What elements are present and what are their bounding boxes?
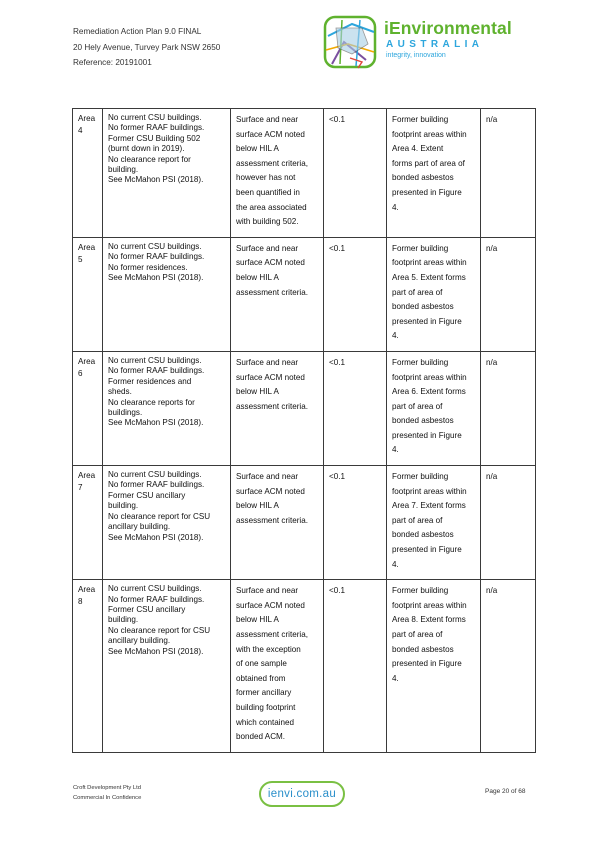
remarks-cell <box>387 580 481 753</box>
cell-line: bonded asbestos <box>392 302 454 312</box>
cell-line: part of area of <box>392 401 443 411</box>
cell-line: presented in Figure <box>392 659 462 669</box>
other-cell <box>481 466 536 580</box>
cell-line: former ancillary <box>236 688 292 698</box>
cell-line: surface ACM noted <box>236 372 305 382</box>
cell-line: n/a <box>486 586 498 596</box>
cell-line: below HIL A <box>236 272 279 282</box>
cell-line: (burnt down in 2019). <box>108 144 185 154</box>
cell-line: Area 8. Extent forms <box>392 615 466 625</box>
cell-line: 4 <box>78 126 83 135</box>
cell-line: below HIL A <box>236 387 279 397</box>
cell-line: part of area of <box>392 287 443 297</box>
map-logo-icon <box>322 14 378 70</box>
table-row <box>73 109 536 238</box>
cell-line: No clearance report for CSU <box>108 511 211 521</box>
cell-line: <0.1 <box>329 586 345 596</box>
cell-line: 4. <box>392 559 399 569</box>
cell-line: however has not <box>236 173 296 183</box>
cell-line: below HIL A <box>236 501 279 511</box>
cell-line: n/a <box>486 243 498 253</box>
cell-line: bonded asbestos <box>392 644 454 654</box>
cell-line: 7 <box>78 483 83 493</box>
value-cell <box>324 580 387 753</box>
cell-line: Surface and near <box>236 586 299 596</box>
cell-line: assessment criteria, <box>236 630 308 639</box>
cell-line: surface ACM noted <box>236 486 305 496</box>
area-cell <box>73 237 103 351</box>
cell-line: presented in Figure <box>392 545 462 555</box>
footer-company: Croft Development Pty Ltd <box>73 785 141 791</box>
value-cell <box>324 109 387 238</box>
cell-line: No former RAAF buildings. <box>108 123 205 133</box>
cell-line: No former RAAF buildings. <box>108 594 205 604</box>
cell-line: <0.1 <box>329 115 345 124</box>
cell-line: See McMahon PSI (2018). <box>108 532 204 542</box>
findings-cell <box>231 109 324 238</box>
cell-line: footprint areas within <box>392 258 467 268</box>
cell-line: footprint areas within <box>392 600 467 610</box>
findings-cell <box>231 466 324 580</box>
cell-line: No former residences. <box>108 262 188 272</box>
findings-cell <box>231 580 324 753</box>
cell-line: below HIL A <box>236 144 279 154</box>
other-cell <box>481 109 536 238</box>
cell-line: n/a <box>486 472 498 482</box>
table-row <box>73 580 536 753</box>
cell-line: Former building <box>392 472 449 482</box>
cell-line: Area <box>78 356 96 366</box>
cell-line: part of area of <box>392 515 443 525</box>
cell-line: No clearance reports for <box>108 397 195 407</box>
cell-line: Area 7. Extent forms <box>392 501 466 511</box>
cell-line: No current CSU buildings. <box>108 470 202 480</box>
findings-cell <box>231 351 324 465</box>
cell-line: No former RAAF buildings. <box>108 480 205 490</box>
cell-line: footprint areas within <box>392 486 467 496</box>
logo-country: AUSTRALIA <box>386 39 484 50</box>
cell-line: See McMahon PSI (2018). <box>108 646 204 656</box>
other-cell <box>481 237 536 351</box>
cell-line: 5 <box>78 254 83 264</box>
history-cell <box>103 237 231 351</box>
logo-brand: iEnvironmental <box>384 18 512 38</box>
cell-line: buildings. <box>108 407 143 417</box>
history-cell <box>103 466 231 580</box>
cell-line: Former CSU ancillary <box>108 490 186 500</box>
other-cell <box>481 580 536 753</box>
cell-line: presented in Figure <box>392 430 462 440</box>
area-assessment-table <box>72 108 536 753</box>
cell-line: assessment criteria. <box>236 287 308 297</box>
cell-line: obtained from <box>236 673 286 683</box>
cell-line: surface ACM noted <box>236 600 305 610</box>
cell-line: See McMahon PSI (2018). <box>108 175 204 185</box>
cell-line: No current CSU buildings. <box>108 584 202 594</box>
cell-line: n/a <box>486 115 498 124</box>
cell-line: No clearance report for CSU <box>108 625 211 635</box>
cell-line: Area 4. Extent <box>392 144 444 154</box>
cell-line: Area <box>78 242 96 252</box>
cell-line: bonded asbestos <box>392 173 454 183</box>
cell-line: Former CSU ancillary <box>108 605 186 615</box>
area-cell <box>73 109 103 238</box>
cell-line: No former RAAF buildings. <box>108 252 205 262</box>
table-row <box>73 466 536 580</box>
cell-line: 4. <box>392 202 399 212</box>
company-logo <box>322 14 522 70</box>
history-cell <box>103 109 231 238</box>
cell-line: Surface and near <box>236 243 299 253</box>
cell-line: Former building <box>392 243 449 253</box>
cell-line: been quantified in <box>236 187 300 197</box>
cell-line: Former building <box>392 357 449 367</box>
cell-line: footprint areas within <box>392 372 467 382</box>
cell-line: assessment criteria. <box>236 401 308 411</box>
cell-line: surface ACM noted <box>236 129 305 139</box>
cell-line: No current CSU buildings. <box>108 355 202 365</box>
cell-line: presented in Figure <box>392 187 462 197</box>
cell-line: sheds. <box>108 387 132 397</box>
cell-line: 4. <box>392 331 399 341</box>
cell-line: No current CSU buildings. <box>108 113 202 122</box>
cell-line: which contained <box>236 717 295 727</box>
site-address: 20 Hely Avenue, Turvey Park NSW 2650 <box>73 43 221 52</box>
cell-line: Surface and near <box>236 357 299 367</box>
history-cell <box>103 580 231 753</box>
cell-line: of one sample <box>236 659 287 669</box>
cell-line: 4. <box>392 673 399 683</box>
cell-line: forms part of area of <box>392 158 465 168</box>
cell-line: Surface and near <box>236 472 299 482</box>
logo-tagline: integrity, innovation <box>386 52 446 59</box>
area-cell <box>73 351 103 465</box>
cell-line: bonded asbestos <box>392 530 454 540</box>
history-cell <box>103 351 231 465</box>
remarks-cell <box>387 109 481 238</box>
cell-line: Former CSU Building 502 <box>108 133 201 143</box>
cell-line: building. <box>108 165 139 175</box>
value-cell <box>324 237 387 351</box>
cell-line: Former building <box>392 115 449 124</box>
cell-line: No current CSU buildings. <box>108 241 202 251</box>
cell-line: ancillary building. <box>108 522 171 532</box>
website-link[interactable]: ienvi.com.au <box>259 781 345 807</box>
area-cell <box>73 466 103 580</box>
remarks-cell <box>387 466 481 580</box>
cell-line: Former building <box>392 586 449 596</box>
cell-line: building. <box>108 501 139 511</box>
findings-cell <box>231 237 324 351</box>
cell-line: assessment criteria. <box>236 515 308 525</box>
area-cell <box>73 580 103 753</box>
table-row <box>73 351 536 465</box>
page-number: Page 20 of 68 <box>485 788 526 795</box>
cell-line: building footprint <box>236 702 296 712</box>
cell-line: footprint areas within <box>392 129 467 139</box>
cell-line: <0.1 <box>329 243 345 253</box>
cell-line: No former RAAF buildings. <box>108 366 205 376</box>
cell-line: See McMahon PSI (2018). <box>108 272 204 282</box>
cell-line: Area 5. Extent forms <box>392 272 466 282</box>
cell-line: ancillary building. <box>108 636 171 646</box>
cell-line: Area <box>78 585 96 595</box>
cell-line: Area <box>78 114 96 123</box>
cell-line: 8 <box>78 597 83 607</box>
value-cell <box>324 351 387 465</box>
cell-line: presented in Figure <box>392 316 462 326</box>
remarks-cell <box>387 237 481 351</box>
doc-reference: Reference: 20191001 <box>73 58 152 67</box>
cell-line: 6 <box>78 368 83 378</box>
cell-line: bonded ACM. <box>236 732 286 742</box>
table-row <box>73 237 536 351</box>
cell-line: Former residences and <box>108 376 192 386</box>
cell-line: Area <box>78 471 96 481</box>
cell-line: below HIL A <box>236 615 279 625</box>
doc-title: Remediation Action Plan 9.0 FINAL <box>73 27 202 36</box>
other-cell <box>481 351 536 465</box>
cell-line: 4. <box>392 445 399 455</box>
cell-line: with building 502. <box>236 217 299 227</box>
cell-line: n/a <box>486 357 498 367</box>
cell-line: Surface and near <box>236 115 299 124</box>
footer-confidence: Commercial In Confidence <box>73 795 142 801</box>
cell-line: assessment criteria, <box>236 158 308 168</box>
cell-line: No clearance report for <box>108 154 191 164</box>
cell-line: the area associated <box>236 202 307 212</box>
cell-line: <0.1 <box>329 357 345 367</box>
cell-line: <0.1 <box>329 472 345 482</box>
cell-line: part of area of <box>392 630 443 639</box>
cell-line: with the exception <box>236 644 301 654</box>
cell-line: surface ACM noted <box>236 258 305 268</box>
cell-line: See McMahon PSI (2018). <box>108 418 204 428</box>
cell-line: Area 6. Extent forms <box>392 387 466 397</box>
cell-line: bonded asbestos <box>392 416 454 426</box>
cell-line: building. <box>108 615 139 625</box>
remarks-cell <box>387 351 481 465</box>
value-cell <box>324 466 387 580</box>
